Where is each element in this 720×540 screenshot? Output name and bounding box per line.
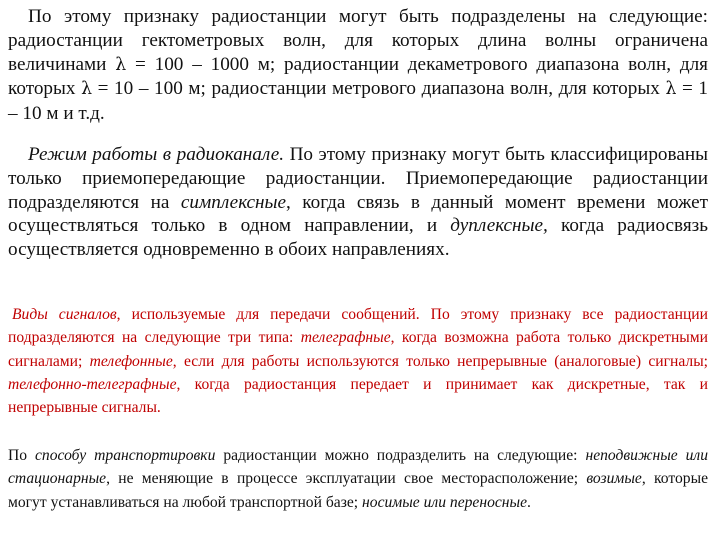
emphasis-term: Виды сигналов xyxy=(12,306,117,323)
emphasis-term: телеграфные xyxy=(300,329,391,347)
paragraph-channel-mode xyxy=(8,143,708,262)
lambda-symbol: λ xyxy=(81,79,93,100)
text-run: По этому признаку радиостанции могут быть подразделены на следующие: радиостанции гектометровых волн, для которых длина волны ограничена величинами xyxy=(8,6,708,75)
emphasis-term: способу транспортировки xyxy=(35,447,216,464)
paragraph-signal-types xyxy=(8,303,708,419)
text-run: , не меняющие в процессе эксплуатации свое месторасположение; xyxy=(106,470,587,488)
text-run: , если для работы используются только непрерывные (аналоговые) сигналы; xyxy=(172,352,709,370)
text-run: = 100 – 1000 м; радиостанции декаметрового диапазона волн, для которых xyxy=(8,53,709,100)
text-run: = 10 – 100 м; радиостанции метрового диапазона волн, для которых xyxy=(92,78,666,100)
text-run: По этому признаку могут быть классифицированы только приемопередающие радиостанции. Приемопередающие радиостанции подразделяются на xyxy=(8,144,708,213)
text-run: , когда возможна работа только дискретными сигналами; xyxy=(8,329,708,370)
emphasis-term: телефонные xyxy=(89,352,173,370)
text-run: , которые могут устанавливаться на любой транспортной базе; xyxy=(8,470,708,511)
emphasis-term: дуплексные, xyxy=(450,215,548,237)
lambda-symbol: λ xyxy=(115,54,127,75)
text-run: , когда радиостанция передает и принимает как дискретные, так и непрерывные сигналы. xyxy=(8,375,708,417)
lambda-symbol: λ xyxy=(665,79,677,100)
text-run: . xyxy=(527,493,531,511)
text-run: По xyxy=(8,447,36,464)
paragraph-frequency-bands xyxy=(8,5,708,126)
text-run: , когда связь в данный момент времени может осуществляться только в одном направлении, и xyxy=(8,191,709,237)
paragraph-transport-method xyxy=(8,444,708,514)
emphasis-term: неподвижные или стационарные xyxy=(8,447,709,488)
text-run: = 1 – 10 м и т.д. xyxy=(8,78,708,125)
text-run: , используемые для передачи сообщений. По этому признаку все радиостанции подразделяются на следующие три типа: xyxy=(8,306,708,347)
emphasis-term: носимые или переносные xyxy=(362,493,528,511)
emphasis-term: возимые xyxy=(586,470,642,488)
text-run: когда радиосвязь осуществляется одновременно в обоих направлениях. xyxy=(8,215,708,261)
emphasis-term: телефонно-телеграфные xyxy=(8,375,177,393)
emphasis-term: симплексные xyxy=(180,191,286,213)
text-run: радиостанции можно подразделить на следующие: xyxy=(215,447,586,464)
emphasis-term: Режим работы в радиоканале. xyxy=(28,144,285,165)
